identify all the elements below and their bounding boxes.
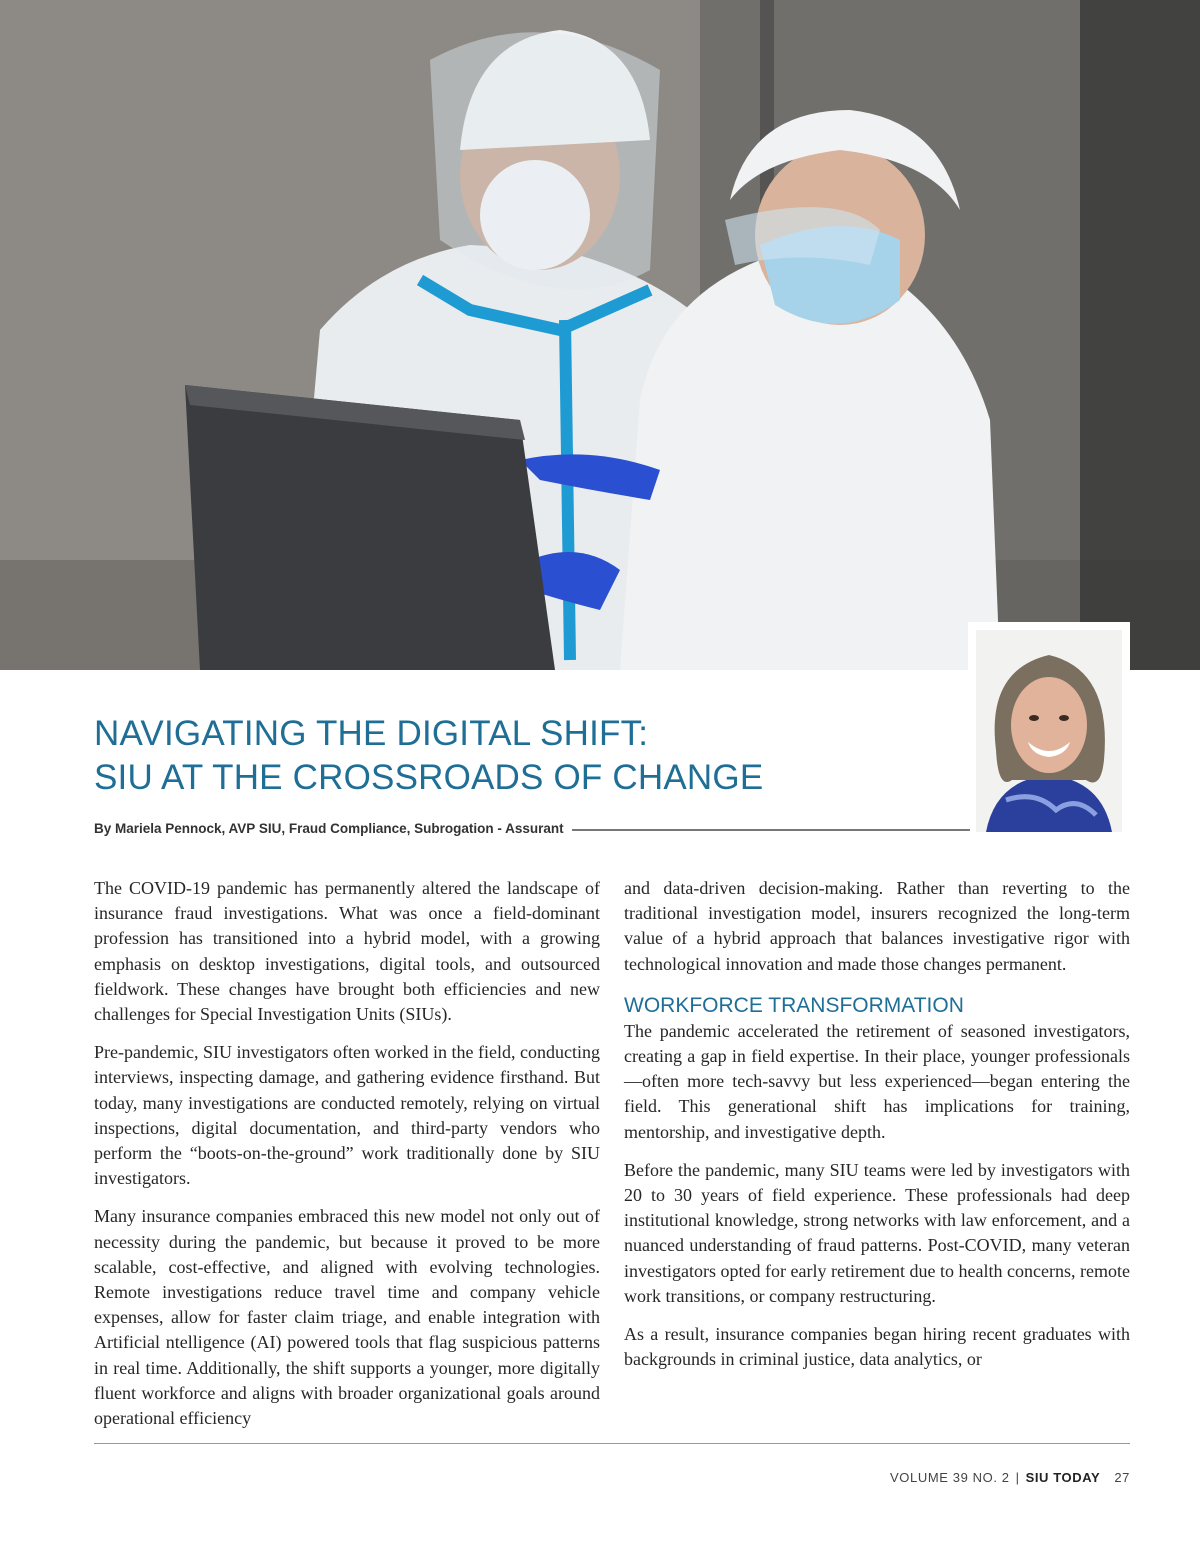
- byline-row: [94, 821, 970, 836]
- article-title-line-2: SIU AT THE CROSSROADS OF CHANGE: [94, 758, 764, 797]
- footer-magazine-name: SIU TODAY: [1025, 1470, 1101, 1485]
- author-photo: [968, 622, 1130, 840]
- hero-photo-illustration: [0, 0, 1200, 670]
- article-title: [94, 712, 934, 800]
- section-heading: WORKFORCE TRANSFORMATION: [624, 993, 964, 1017]
- left-column: [94, 876, 600, 1431]
- body-paragraph: Before the pandemic, many SIU teams were led by investigators with 20 to 30 years of field experience. These professionals had deep institutional knowledge, strong networks with law enforcement, and a nuanced understanding of fraud patterns. Post-COVID, many veteran investigators opted for early retirement due to health concerns, remote work transitions, or company restructuring.: [624, 1159, 1130, 1306]
- article-title-line-1: NAVIGATING THE DIGITAL SHIFT:: [94, 714, 649, 753]
- body-paragraph: and data-driven decision-making. Rather than reverting to the traditional investigation model, insurers recognized the long-term value of a hybrid approach that balances investigative rigor with technological innovation and made those changes permanent.: [624, 878, 1130, 974]
- hero-photo: [0, 0, 1200, 670]
- body-paragraph: The COVID-19 pandemic has permanently altered the landscape of insurance fraud investigations. What was once a field-dominant profession has transitioned into a hybrid model, with a growing emphasis on desktop investigations, digital tools, and outsourced fieldwork. These changes have brought both efficiencies and new challenges for Special Investigation Units (SIUs).: [94, 878, 600, 1025]
- body-paragraph: Pre-pandemic, SIU investigators often worked in the field, conducting interviews, inspecting damage, and gathering evidence firsthand. But today, many investigations are conducted remotely, relying on virtual inspections, digital documentation, and third-party vendors who perform the “boots-on-the-ground” work traditionally done by SIU investigators.: [94, 1042, 600, 1189]
- byline: By Mariela Pennock, AVP SIU, Fraud Compliance, Subrogation - Assurant: [94, 821, 564, 836]
- body-paragraph: Many insurance companies embraced this new model not only out of necessity during the pandemic, but because it proved to be more scalable, cost-effective, and aligned with evolving technologies. Remote investigations reduce travel time and company vehicle expenses, allow for faster claim triage, and enable integration with Artificial ntelligence (AI) powered tools that flag suspicious patterns in real time. Additionally, the shift supports a younger, more digitally fluent workforce and aligns with broader organizational goals around operational efficiency: [94, 1206, 600, 1429]
- page-footer: [890, 1470, 1130, 1485]
- author-photo-illustration: [976, 630, 1122, 832]
- footer-divider: [94, 1443, 1130, 1444]
- footer-separator: |: [1015, 1470, 1020, 1485]
- body-paragraph: As a result, insurance companies began hiring recent graduates with backgrounds in criminal justice, data analytics, or: [624, 1324, 1130, 1370]
- right-column: [624, 876, 1130, 1372]
- byline-divider: [572, 829, 970, 831]
- body-paragraph: The pandemic accelerated the retirement of seasoned investigators, creating a gap in field expertise. In their place, younger professionals—often more tech-savvy but less experienced—began entering the field. This generational shift has implications for training, mentorship, and investigative depth.: [624, 1020, 1130, 1142]
- page-number: 27: [1114, 1470, 1130, 1485]
- footer-volume: VOLUME 39 NO. 2: [890, 1470, 1010, 1485]
